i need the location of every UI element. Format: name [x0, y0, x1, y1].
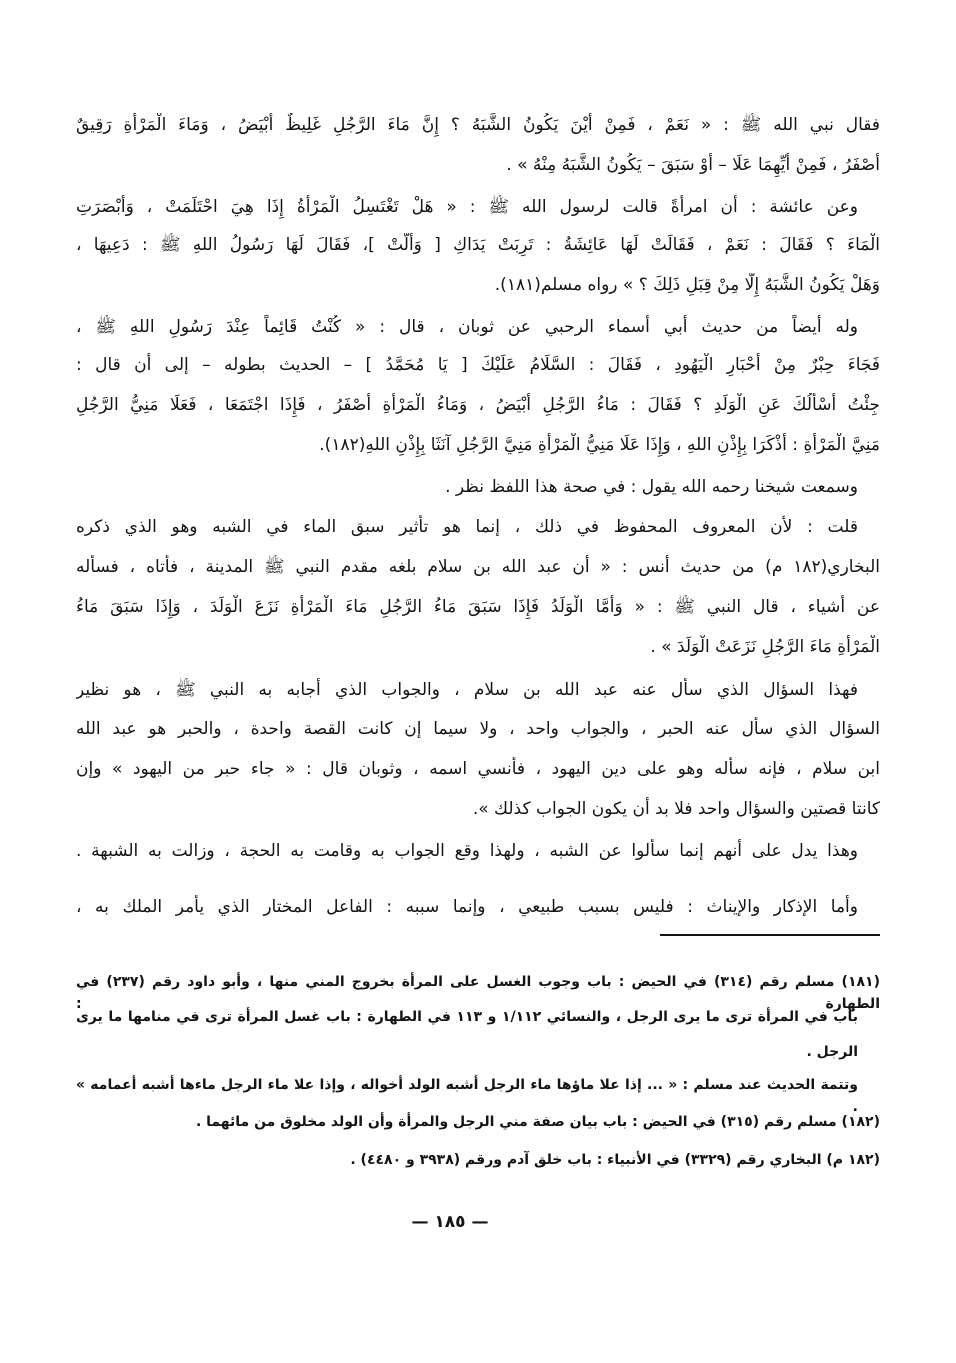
text-line: ابن سلام ، فإنه سأله وهو على دين اليهود ، فأنسي اسمه ، وثوبان قال : « جاء حبر من اليهود » وإن [76, 759, 880, 779]
text-line: مَنِيَّ الْمَرْأَةِ : أَذْكَرَا بِإِذْنِ اللهِ ، وَإِذَا عَلَا مَنِيُّ الْمَرْأَةِ مَنِيَّ الرَّجُلِ آنَثَا بِإِذْنِ اللهِ(١٨٢). [319, 435, 880, 455]
text-line: أَصْفَرُ ، فَمِنْ أَيِّهِمَا عَلَا – أَوْ سَبَقَ – يَكُونُ الشَّبَهُ مِنْهُ » . [506, 155, 880, 175]
text-line: وسمعت شيخنا رحمه الله يقول : في صحة هذا اللفظ نظر . [445, 477, 858, 497]
text-line: السؤال الذي سأل عنه الحبر ، والجواب واحد ، ولا سيما إن كانت القصة واحدة ، والحبر هو عبد الله [76, 719, 880, 739]
page-number: — ١٨٥ — [411, 1212, 489, 1232]
text-line: فقال نبي الله ﷺ : « نَعَمْ ، فَمِنْ أَيْنَ يَكُونُ الشَّبَهُ ؟ إِنَّ مَاءَ الرَّجُلِ غَلِيظٌ أَبْيَضُ ، وَمَاءَ الْمَرْأَةِ رَقِيقٌ [76, 115, 880, 135]
text-line: فَجَاءَ حِبْرٌ مِنْ أَحْبَارِ الْيَهُودِ ، فَقَالَ : السَّلَامُ عَلَيْكَ [ يَا مُحَمَّدُ ] – الحديث بطوله – إلى أن قال : [76, 355, 880, 375]
footnote-divider [660, 934, 880, 936]
text-line: البخاري(١٨٢ م) من حديث أنس : « أن عبد الله بن سلام بلغه مقدم النبي ﷺ المدينة ، فأتاه ، فسأله [76, 557, 880, 577]
footnote-line: (١٨٢) مسلم رقم (٣١٥) في الحيض : باب بيان صفة مني الرجل والمرأة وأن الولد مخلوق من مائهما . [195, 1114, 880, 1130]
footnote-line: (١٨٢ م) البخاري رقم (٣٣٢٩) في الأنبياء : باب خلق آدم ورقم (٣٩٣٨ و ٤٤٨٠) . [350, 1152, 880, 1168]
text-line: عن أشياء ، قال النبي ﷺ : « وَأَمَّا الْوَلَدُ فَإِذَا سَبَقَ مَاءُ الرَّجُلِ مَاءَ الْمَرْأَةِ نَزَعَ الْوَلَدَ ، وَإِذَا سَبَقَ مَاءُ [76, 597, 880, 617]
text-line: الْمَرْأَةِ مَاءَ الرَّجُلِ نَزَعَتْ الْوَلَدَ » . [650, 637, 880, 657]
footnote-line: (١٨١) مسلم رقم (٣١٤) في الحيض : باب وجوب الغسل على المرأة بخروج المني منها ، وأبو داود رقم (٢٣٧) في الطهارة : [76, 974, 880, 1012]
text-line: وله أيضاً من حديث أبي أسماء الرحبي عن ثوبان ، قال : « كُنْتُ قَائِماً عِنْدَ رَسُولِ اللهِ ﷺ ، [76, 317, 858, 337]
footnote-line: وتتمة الحديث عند مسلم : « ... إذا علا ماؤها ماء الرجل أشبه الولد أخواله ، وإذا علا ماء الرجل ماءها أشبه أعمامه » . [76, 1077, 858, 1115]
text-line: وَهَلْ يَكُونُ الشَّبَهُ إِلَّا مِنْ قِبَلِ ذَلِكَ ؟ » رواه مسلم(١٨١). [494, 275, 880, 295]
text-line: وأما الإذكار والإيناث : فليس بسبب طبيعي ، وإنما سببه : الفاعل المختار الذي يأمر الملك به ، [76, 897, 858, 917]
footnote-line: الرجل . [806, 1044, 858, 1060]
text-line: وعن عائشة : أن امرأةً قالت لرسول الله ﷺ : « هَلْ تَغْتَسِلُ الْمَرْأَةُ إِذَا هِيَ احْتَلَمَتْ ، وَأَبْصَرَتِ [76, 197, 858, 217]
text-line: قلت : لأن المعروف المحفوظ في ذلك ، إنما هو تأثير سبق الماء في الشبه وهو الذي ذكره [76, 517, 858, 537]
text-line: جِئْتُ أَسْأَلُكَ عَنِ الْوَلَدِ ؟ فَقَالَ : مَاءُ الرَّجُلِ أَبْيَضُ ، وَمَاءُ الْمَرْأَةِ أَصْفَرُ ، فَإِذَا اجْتَمَعَا ، فَعَلَا مَنِيُّ الرَّجُلِ [76, 395, 880, 415]
text-line: وهذا يدل على أنهم إنما سألوا عن الشبه ، ولهذا وقع الجواب به وقامت به الحجة ، وزالت به الشبهة . [76, 841, 858, 861]
footnote-line: باب في المرأة ترى ما يرى الرجل ، والنسائي ١/١١٢ و ١١٣ في الطهارة : باب غسل المرأة ترى في منامها ما يرى [76, 1009, 858, 1025]
text-line: فهذا السؤال الذي سأل عنه عبد الله بن سلام ، والجواب الذي أجابه به النبي ﷺ ، هو نظير [76, 680, 858, 700]
text-line: الْمَاءَ ؟ فَقَالَ : نَعَمْ ، فَقَالَتْ لَهَا عَائِشَةُ : تَرِبَتْ يَدَاكِ [ وَأُلَّتْ ]، فَقَالَ لَهَا رَسُولُ اللهِ ﷺ : دَعِيهَا ، [76, 235, 880, 255]
text-line: كانتا قصتين والسؤال واحد فلا بد أن يكون الجواب كذلك ». [472, 799, 880, 819]
